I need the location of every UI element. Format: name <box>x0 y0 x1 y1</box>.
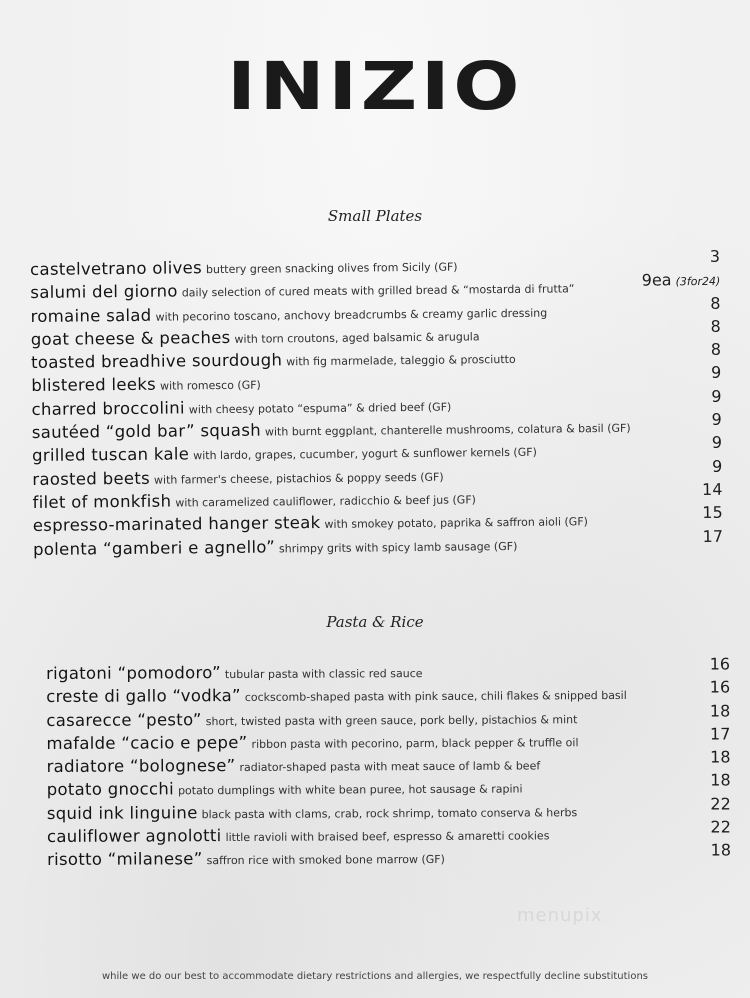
menu-item-description: with caramelized cauliflower, radicchio & beef jus (GF) <box>175 493 476 510</box>
menu-item-price <box>710 815 730 838</box>
menu-item-price-value: 8 <box>710 293 721 313</box>
menu-item-price-value: 17 <box>709 724 731 744</box>
menu-item-description: with romesco (GF) <box>159 379 261 394</box>
menu-item-price-value: 9 <box>711 386 722 406</box>
menu-item-name: raosted beets <box>32 468 151 489</box>
menu-item-price <box>712 454 722 477</box>
watermark: menupix <box>517 905 603 926</box>
section-heading-pasta-rice: Pasta & Rice <box>326 613 424 631</box>
menu-item-price <box>711 361 721 384</box>
menu-item-price-value: 8 <box>710 316 721 336</box>
menu-item-price-value: 22 <box>710 817 731 837</box>
menu-item-description: with pecorino toscano, anchovy breadcrumbs & creamy garlic dressing <box>155 306 548 324</box>
menu-item-price <box>712 431 722 454</box>
menu-item-price <box>710 291 720 314</box>
menu-item-name: salumi del giorno <box>30 281 178 303</box>
menu-item-description: with farmer's cheese, pistachios & poppy seeds (GF) <box>153 470 444 487</box>
menu-item-name: grilled tuscan kale <box>31 444 190 466</box>
menu-item-price-value: 8 <box>710 339 722 360</box>
menu-item-name: squid ink linguine <box>46 802 198 823</box>
menu-item-name: romaine salad <box>30 305 152 326</box>
menu-item-name: creste di gallo “vodka” <box>46 686 241 707</box>
menu-item-price-value: 3 <box>709 246 721 266</box>
menu-item-price-value: 9ea <box>641 270 672 290</box>
restaurant-title: INIZIO <box>226 48 524 125</box>
menu-item-name: radiatore “bolognese” <box>46 756 236 777</box>
menu-item-price <box>710 746 730 769</box>
menu-item-price-value: 17 <box>702 526 724 546</box>
menu-item-price <box>702 524 723 548</box>
menu-item-price <box>702 478 723 502</box>
menu-item-description: cockscomb-shaped pasta with pink sauce, chili flakes & snipped basil <box>244 689 627 705</box>
menu-item-name: potato gnocchi <box>46 779 175 800</box>
menu-item-price <box>711 839 731 862</box>
menu-item-description: buttery green snacking olives from Sicily (GF) <box>205 260 458 277</box>
menu-item-description: shrimpy grits with spicy lamb sausage (GF) <box>278 539 518 555</box>
menu-item-price <box>711 385 721 408</box>
menu-item-name: cauliflower agnolotti <box>46 826 222 847</box>
menu-item-price-value: 18 <box>710 770 731 791</box>
footer-note: while we do our best to accommodate dietary restrictions and allergies, we respectfully decline substitutions <box>101 971 648 982</box>
menu-item-price-value: 18 <box>709 701 731 721</box>
menu-item-name: polenta “gamberi e agnello” <box>32 537 276 559</box>
menu-item-price-value: 9 <box>710 363 722 383</box>
menu-item-description: saffron rice with smoked bone marrow (GF) <box>206 853 445 868</box>
menu-item-name: casarecce “pesto” <box>46 709 202 730</box>
menu-item-description: tubular pasta with classic red sauce <box>224 667 423 682</box>
menu-item-name: espresso-marinated hanger steak <box>32 513 321 536</box>
menu-item-description: short, twisted pasta with green sauce, pork belly, pistachios & mint <box>205 712 578 728</box>
menu-item-name: blistered leeks <box>31 375 157 396</box>
menu-item-price <box>710 245 720 268</box>
pasta-rice-list <box>46 654 732 871</box>
menu-item-price-value: 18 <box>710 747 731 767</box>
menu-item-description: daily selection of cured meats with grilled bread & “mostarda di frutta” <box>181 282 575 300</box>
menu-item-price-value: 16 <box>709 654 731 674</box>
menu-item-price <box>711 338 721 361</box>
menu-item-price-value: 16 <box>709 677 731 697</box>
menu-item-description: with lardo, grapes, cucumber, yogurt & sunflower kernels (GF) <box>193 446 537 463</box>
menu-item-price <box>642 268 721 294</box>
menu-item-price <box>710 676 730 699</box>
menu-item-price-value: 14 <box>702 479 723 499</box>
menu-item-price <box>710 792 730 815</box>
menu-item-description: ribbon pasta with pecorino, parm, black pepper & truffle oil <box>251 736 579 751</box>
menu-item-price-value: 9 <box>711 433 723 453</box>
menu-item-description: with burnt eggplant, chanterelle mushrooms, colatura & basil (GF) <box>264 421 631 439</box>
menu-item-description: radiator-shaped pasta with meat sauce of lamb & beef <box>239 759 541 775</box>
menu-item-price <box>702 501 723 525</box>
section-heading-small-plates: Small Plates <box>327 207 423 225</box>
menu-item-description: potato dumplings with white bean puree, hot sausage & rapini <box>178 782 523 798</box>
menu-item-name: mafalde “cacio e pepe” <box>46 732 248 753</box>
menu-item-description: with smokey potato, paprika & saffron aioli (GF) <box>324 515 588 532</box>
menu-item-name: sautéed “gold bar” squash <box>31 420 262 443</box>
menu-item-description: black pasta with clams, crab, rock shrimp, tomato conserva & herbs <box>201 806 578 821</box>
menu-item-price <box>711 408 721 431</box>
small-plates-list <box>30 246 724 561</box>
menu-item-name: rigatoni “pomodoro” <box>46 663 221 683</box>
menu-item <box>46 840 732 872</box>
menu-item-price-value: 15 <box>702 503 723 523</box>
menu-item-price <box>710 699 730 722</box>
menu-item-price-note: (3for24) <box>675 275 721 289</box>
menu-item-name: filet of monkfish <box>32 491 172 512</box>
menu-item-price <box>710 769 730 792</box>
menu-item-price <box>710 315 720 338</box>
menu-item-price-value: 9 <box>711 456 723 476</box>
menu-item-name: charred broccolini <box>31 398 185 419</box>
menu-item-name: goat cheese & peaches <box>30 327 231 349</box>
menu-item-price <box>710 722 730 745</box>
menu-item-description: with cheesy potato “espuma” & dried beef (GF) <box>188 400 452 417</box>
menu-item-price <box>710 652 730 675</box>
menu-item-name: risotto “milanese” <box>46 849 203 870</box>
menu-item-price-value: 18 <box>710 840 732 860</box>
menu-item-description: with torn croutons, aged balsamic & arugula <box>234 330 480 346</box>
menu-item-name: toasted breadhive sourdough <box>30 350 283 373</box>
menu-item-description: with fig marmelade, taleggio & prosciutto <box>286 353 516 369</box>
menu-item-name: castelvetrano olives <box>30 258 203 279</box>
menu-item-description: little ravioli with braised beef, espresso & amaretti cookies <box>225 829 550 845</box>
menu-item-price-value: 9 <box>711 409 722 429</box>
menu-item-price-value: 22 <box>710 794 731 814</box>
